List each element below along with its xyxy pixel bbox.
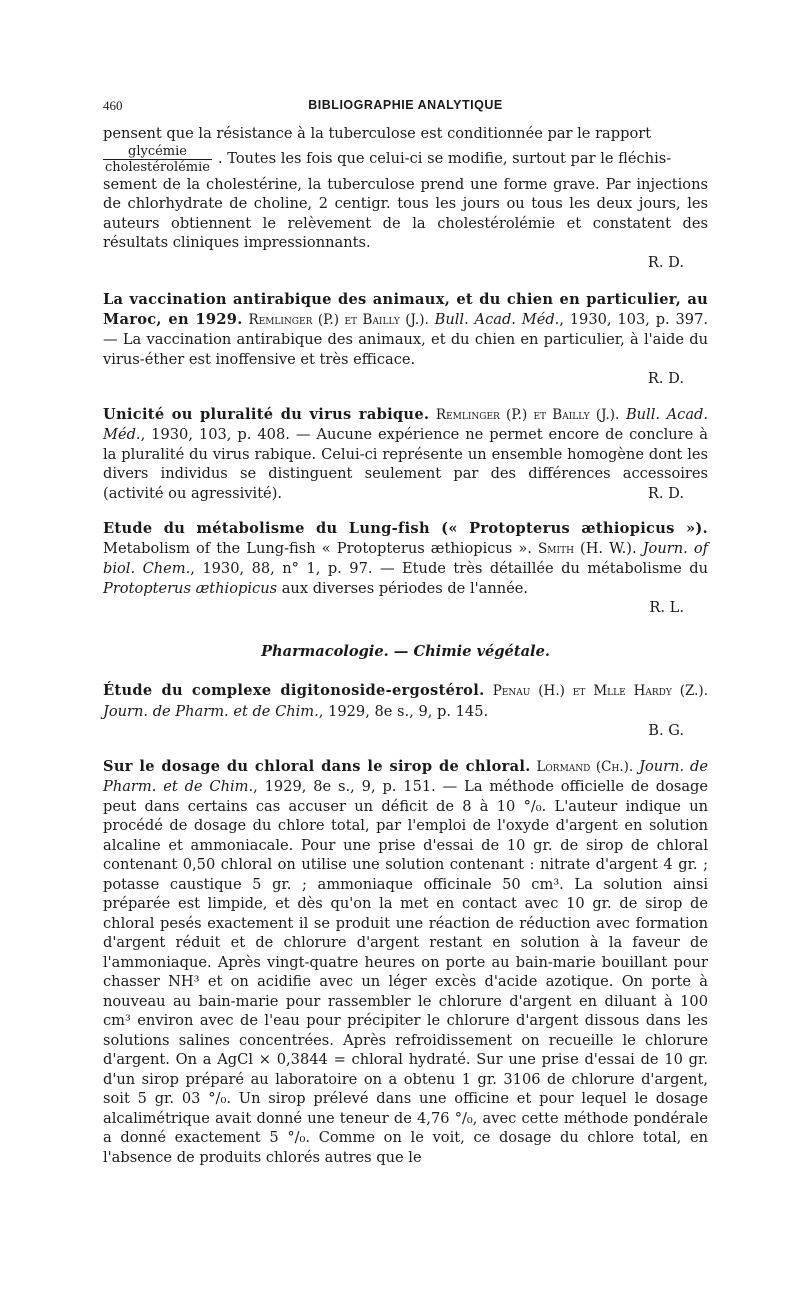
entry-reference: , 1929, 8e s., 9, p. 145. bbox=[318, 702, 489, 720]
species-name: Protopterus æthiopicus bbox=[103, 579, 278, 597]
entry-journal: Bull. Acad. Méd. bbox=[103, 405, 709, 443]
entry-authors: Remlinger (P.) et Bailly (J.). bbox=[248, 311, 429, 328]
entry-vaccination bbox=[103, 290, 708, 389]
entry-authors-initials: (H. W.). bbox=[580, 539, 637, 557]
entry-reference: , 1930, 103, p. 408. bbox=[140, 426, 290, 443]
entry-authors: Penau (H.) et Mlle Hardy (Z.). bbox=[492, 683, 708, 699]
entry-title: Sur le dosage du chloral dans le sirop de chloral. bbox=[103, 757, 531, 775]
entry-title: Unicité ou pluralité du virus rabique. bbox=[103, 405, 430, 423]
entry-text: Metabolism of the Lung-fish « Protopterus æthiopicus ». bbox=[103, 539, 532, 557]
entry-text: — La méthode officielle de dosage peut dans certains cas accuser un déficit de 8 à 10 °/₀. L'auteur indique un procédé de dosage du chlore total, par l'emploi de l'oxyde d'argent en solution alcaline et ammoniacale. Pour une prise d'essai de 10 gr. de sirop de chloral contenant 0,50 chloral on utilise une solution contenant : nitrate d'argent 4 gr. ; potasse caustique 5 gr. ; ammoniaque officinale 50 cm³. La solution ainsi préparée est limpide, et dès qu'on la met en contact avec 10 gr. de sirop de chloral pesés exactement il se produit une réaction de réduction avec formation d'argent réduit et de chlorure d'argent restant en solution à la faveur de l'ammoniaque. Après vingt-quatre heures on porte au bain-marie bouillant pour chasser NH³ et on acidifie avec un léger excès d'acide azotique. On porte à nouveau au bain-marie pour rassembler le chlorure d'argent en diluant à 100 cm³ environ avec de l'eau pour précipiter le chlorure d'argent dissous dans les solutions salines concentrées. Après refroidissement on recueille le chlorure d'argent. On a AgCl × 0,3844 = chloral hydraté. Sur une prise d'essai de 10 gr. d'un sirop préparé au laboratoire on a obtenu 1 gr. 3106 de chlorure d'argent, soit 5 gr. 03 °/₀. Un sirop prélevé dans une officine et pour lequel le dosage alcalimétrique avait donné une teneur de 4,76 °/₀, avec cette méthode pondérale a donné exactement 5 °/₀. Comme on le voit, ce dosage du chlore total, en l'absence de produits chlorés autres que le bbox=[103, 778, 708, 1166]
entry-reference: , 1929, 8e s., 9, p. 151. bbox=[253, 778, 436, 795]
fraction-numerator: glycémie bbox=[128, 143, 187, 159]
signature: B. G. bbox=[648, 722, 684, 739]
entry-paragraph bbox=[103, 519, 708, 598]
intro-paragraph bbox=[103, 124, 708, 272]
intro-line1: pensent que la résistance à la tuberculose est conditionnée par le rapport bbox=[103, 125, 652, 142]
entry-lungfish bbox=[103, 519, 708, 618]
page-header bbox=[103, 90, 708, 116]
page-body bbox=[103, 124, 708, 1167]
entry-title: Étude du complexe digitonoside-ergostérol. bbox=[103, 682, 485, 699]
entry-paragraph bbox=[103, 290, 708, 369]
intro-rest: sement de la cholestérine, la tuberculose prend une forme grave. Par injections de chlorhydrate de choline, 2 centigr. tous les jours ou tous les deux jours, les auteurs obtiennent le relèvement de la cholestérolémie et constatent des résultats cliniques impressionnants. bbox=[103, 175, 708, 251]
ratio-fraction bbox=[103, 144, 212, 175]
running-head: BIBLIOGRAPHIE ANALYTIQUE bbox=[308, 98, 503, 112]
entry-authors: Smith bbox=[538, 540, 574, 557]
section-heading: Pharmacologie. — Chimie végétale. bbox=[261, 642, 550, 660]
fraction-denominator: cholestérolémie bbox=[105, 159, 210, 175]
entry-chloral bbox=[103, 757, 708, 1168]
entry-reference: , 1930, 88, n° 1, p. 97. bbox=[190, 560, 373, 577]
entry-text: — Etude très détaillée du métabolisme du bbox=[379, 560, 708, 577]
entry-title: La vaccination antirabique des animaux, et du chien en particulier, au Maroc, en 1929. bbox=[103, 291, 708, 328]
entry-unicite bbox=[103, 405, 708, 504]
signature: R. L. bbox=[649, 599, 684, 616]
entry-journal: Bull. Acad. Méd. bbox=[434, 310, 560, 328]
entry-paragraph bbox=[103, 757, 708, 1168]
intro-fraction-line bbox=[103, 144, 708, 175]
signature: R. D. bbox=[647, 484, 684, 502]
entry-authors: Remlinger (P.) et Bailly (J.). bbox=[435, 406, 620, 423]
entry-digitonoside bbox=[103, 681, 708, 741]
entry-journal: Journ. de Pharm. et de Chim. bbox=[103, 757, 708, 795]
page-number: 460 bbox=[103, 98, 123, 113]
entry-text: aux diverses périodes de l'année. bbox=[281, 579, 529, 597]
entry-text: — La vaccination antirabique des animaux, et du chien en particulier, à l'aide du virus-éther est inoffensive et très efficace. bbox=[103, 331, 708, 368]
document-page bbox=[103, 90, 708, 1167]
entry-reference: , 1930, 103, p. 397. bbox=[559, 310, 708, 328]
entry-text: — Aucune expérience ne permet encore de conclure à la pluralité du virus rabique. Celui-ci représente un ensemble homogène dont les divers individus se distinguent seulement par des différences accessoires (activité ou agressivité). bbox=[103, 426, 708, 502]
entry-title: Etude du métabolisme du Lung-fish (« Protopterus æthiopicus »). bbox=[103, 520, 708, 537]
entry-authors: Lormand (Ch.). bbox=[536, 758, 634, 775]
entry-paragraph bbox=[103, 681, 708, 721]
entry-journal: Journ. of biol. Chem. bbox=[103, 539, 709, 577]
entry-journal: Journ. de Pharm. et de Chim. bbox=[103, 702, 319, 720]
intro-after-fraction: . Toutes les fois que celui-ci se modifie, surtout par le fléchis- bbox=[218, 150, 672, 168]
signature: R. D. bbox=[647, 253, 684, 271]
signature: R. D. bbox=[647, 370, 684, 387]
